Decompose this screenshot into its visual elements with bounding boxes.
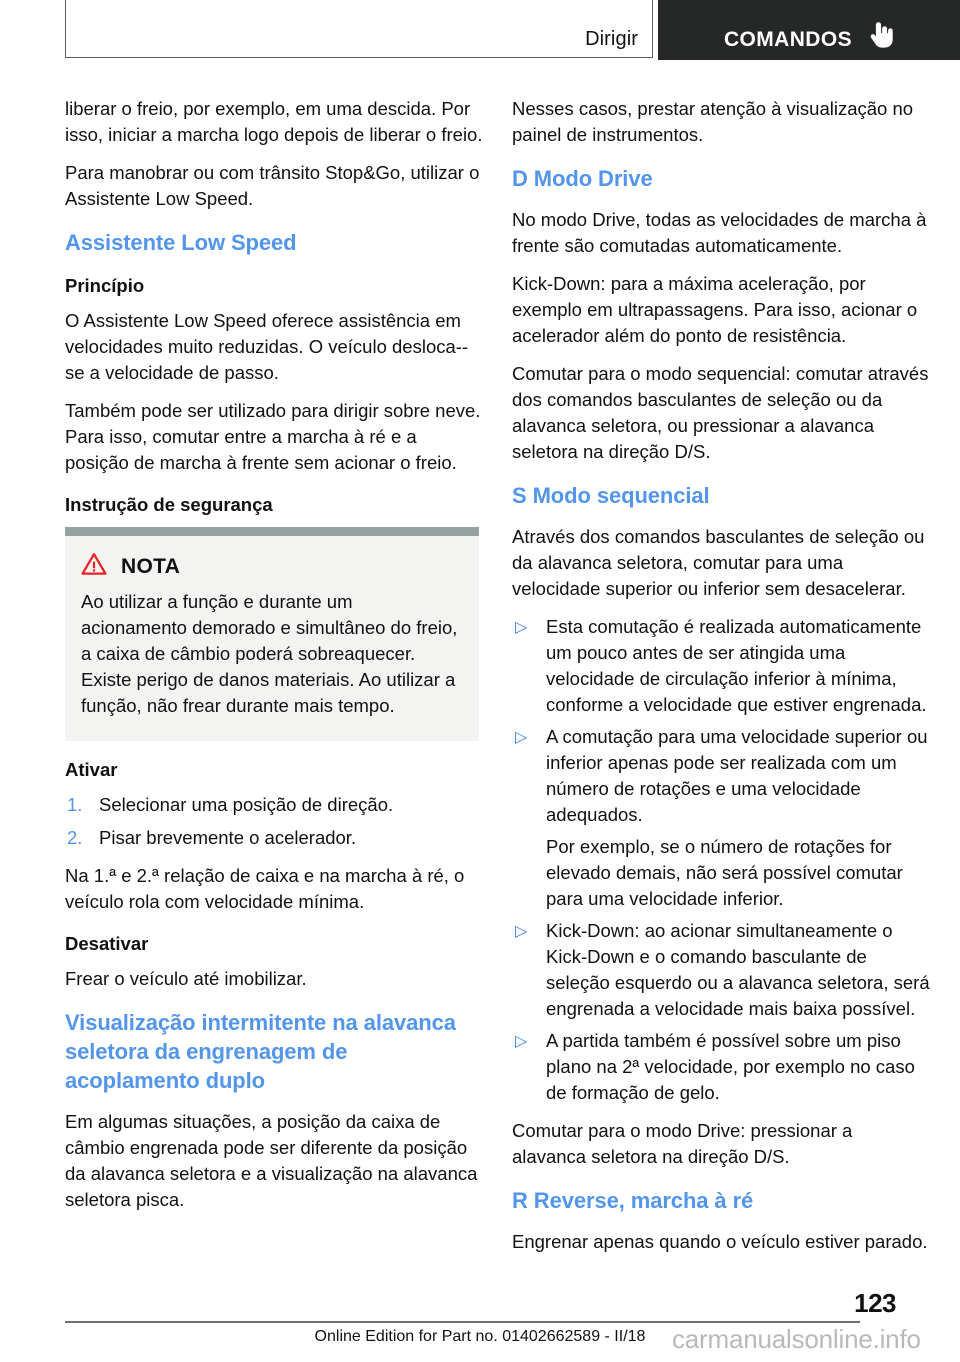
bullet-text: Esta comutação é realizada automaticamente um pouco antes de ser atingida uma velocidade de circulação inferior à mínima, conforme a velocidade que estiver engrenada. xyxy=(546,616,927,715)
right-intro-paragraph: Nesses casos, prestar atenção à visualização no painel de instrumentos. xyxy=(512,98,914,145)
right-column xyxy=(512,96,930,1267)
list-item xyxy=(512,918,930,1022)
nota-text: Ao utilizar a função e durante um acionamento demorado e simultâneo do freio, a caixa de câmbio poderá sobreaquecer. Existe perigo de danos materiais. Ao utilizar a função, não frear durante mais tempo. xyxy=(81,591,458,716)
list-item xyxy=(512,614,930,718)
list-item xyxy=(65,825,483,851)
intro-paragraph-1: liberar o freio, por exemplo, em uma descida. Por isso, iniciar a marcha logo depois de liberar o freio. xyxy=(65,98,483,145)
section-title-assistente-low-speed: Assistente Low Speed xyxy=(65,230,297,255)
bullet-text: A comutação para uma velocidade superior ou inferior apenas pode ser realizada com um número de rotações e uma velocidade adequados. xyxy=(546,726,928,825)
section-title-visualizacao-intermitente: Visualização intermitente na alavanca seletora da engrenagem de acoplamento duplo xyxy=(65,1010,456,1093)
nota-top-bar xyxy=(65,527,479,536)
drive-paragraph-1: No modo Drive, todas as velocidades de marcha à frente são comutadas automaticamente. xyxy=(512,209,927,256)
footer-divider xyxy=(65,1321,860,1323)
breadcrumb-tab[interactable] xyxy=(65,0,653,58)
subheading-desativar: Desativar xyxy=(65,933,149,954)
section-title-d-modo-drive: D Modo Drive xyxy=(512,166,653,191)
page-footer xyxy=(0,1276,960,1362)
nota-body xyxy=(65,536,479,741)
principio-paragraph-2: Também pode ser utilizado para dirigir sobre neve. Para isso, comutar entre a marcha à ré e a posição de marcha à frente sem acionar o freio. xyxy=(65,400,481,473)
triangle-bullet-icon: ▷ xyxy=(515,923,528,940)
step-text: Selecionar uma posição de direção. xyxy=(99,794,394,815)
ativar-steps-list xyxy=(65,792,483,851)
section-title-s-modo-sequencial: S Modo sequencial xyxy=(512,483,710,508)
triangle-bullet-icon: ▷ xyxy=(515,619,528,636)
list-item xyxy=(65,792,483,818)
page-header xyxy=(0,0,960,60)
nota-callout xyxy=(65,527,479,741)
drive-paragraph-2: Kick-Down: para a máxima aceleração, por exemplo em ultrapassagens. Para isso, acionar o acelerador além do ponto de resistência. xyxy=(512,273,918,346)
reverse-text: Engrenar apenas quando o veículo estiver parado. xyxy=(512,1231,928,1252)
pointing-hand-icon xyxy=(868,20,894,55)
active-chapter-tab[interactable] xyxy=(658,0,960,60)
subheading-ativar: Ativar xyxy=(65,759,118,780)
section-title-r-reverse: R Reverse, marcha à ré xyxy=(512,1188,754,1213)
triangle-bullet-icon: ▷ xyxy=(515,1033,528,1050)
step-marker: 2. xyxy=(67,827,83,848)
watermark-text: carmanualsonline.info xyxy=(672,1324,921,1354)
footer-edition-text: Online Edition for Part no. 01402662589 - II/18 xyxy=(314,1328,646,1345)
triangle-bullet-icon: ▷ xyxy=(515,729,528,746)
bullet-continuation-text: Por exemplo, se o número de rotações for elevado demais, não será possível comutar para uma velocidade inferior. xyxy=(546,836,903,909)
principio-paragraph-1: O Assistente Low Speed oferece assistência em velocidades muito reduzidas. O veículo desloca--se a velocidade de passo. xyxy=(65,310,469,383)
sequencial-bullet-list xyxy=(512,614,930,1106)
step-marker: 1. xyxy=(67,794,83,815)
sequencial-intro: Através dos comandos basculantes de seleção ou da alavanca seletora, comutar para uma velocidade superior ou inferior sem desacelerar. xyxy=(512,526,925,599)
left-column xyxy=(65,96,483,1225)
step-text: Pisar brevemente o acelerador. xyxy=(99,827,357,848)
bullet-text: Kick-Down: ao acionar simultaneamente o Kick-Down e o comando basculante de seleção esquerdo ou a alavanca seletora, será engrenada a velocidade mais baixa possível. xyxy=(546,920,930,1019)
visualizacao-text: Em algumas situações, a posição da caixa de câmbio engrenada pode ser diferente da posição da alavanca seletora e a visualização na alavanca seletora pisca. xyxy=(65,1111,478,1210)
list-item xyxy=(512,1028,930,1106)
sequencial-outro: Comutar para o modo Drive: pressionar a alavanca seletora na direção D/S. xyxy=(512,1120,853,1167)
drive-paragraph-3: Comutar para o modo sequencial: comutar através dos comandos basculantes de seleção ou da alavanca seletora, ou pressionar a alavanca seletora na direção D/S. xyxy=(512,363,929,462)
bullet-text: A partida também é possível sobre um piso plano na 2ª velocidade, por exemplo no caso de formação de gelo. xyxy=(546,1030,915,1103)
subheading-principio: Princípio xyxy=(65,275,145,296)
page-number: 123 xyxy=(854,1288,896,1318)
list-item xyxy=(512,724,930,912)
nota-header xyxy=(81,552,463,581)
ativar-note: Na 1.ª e 2.ª relação de caixa e na marcha à ré, o veículo rola com velocidade mínima. xyxy=(65,865,465,912)
nota-label: NOTA xyxy=(121,554,181,578)
desativar-text: Frear o veículo até imobilizar. xyxy=(65,968,307,989)
breadcrumb-label: Dirigir xyxy=(585,28,638,50)
warning-triangle-icon xyxy=(81,552,107,581)
active-chapter-label: COMANDOS xyxy=(723,28,853,51)
subheading-instrucao-de-seguranca: Instrução de segurança xyxy=(65,494,273,515)
intro-paragraph-2: Para manobrar ou com trânsito Stop&Go, utilizar o Assistente Low Speed. xyxy=(65,162,480,209)
